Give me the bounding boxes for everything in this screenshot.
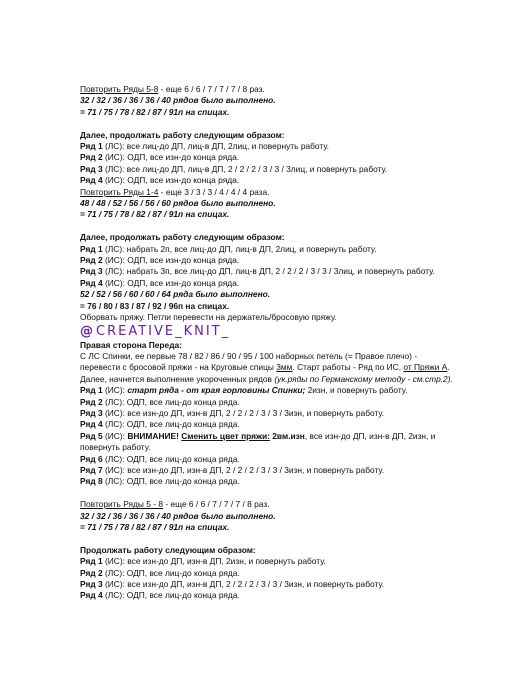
repeat-line: Повторить Ряды 5 - 8 - еще 6 / 6 / 7 / 7 / 7 / 8 раз.: [80, 499, 270, 510]
row-line: Ряд 5 (ИС): ВНИМАНИЕ! Сменить цвет пряжи: 2вм.изн, все изн-до ДП, изн-в ДП, 2изн, и: [80, 430, 436, 441]
row-line: Ряд 2 (ИС): ОДП, все изн-до конца ряда.: [80, 152, 240, 163]
repeat-rows-link: Повторить Ряды 5-8: [80, 84, 159, 94]
row-line: Ряд 3 (ЛС): набрать 3п, все лиц-до ДП, лиц-в ДП, 2 / 2 / 2 / 3 / 3 / 3лиц, и повернуть работу.: [80, 266, 435, 277]
row-line-continuation: повернуть работу.: [80, 442, 151, 453]
repeat-line: Повторить Ряды 5-8 - еще 6 / 6 / 7 / 7 / 7 / 8 раз.: [80, 84, 265, 94]
row-line: Ряд 4 (ИС): ОДП, все изн-до конца ряда.: [80, 175, 240, 186]
row-line: Ряд 1 (ЛС): набрать 2п, все лиц-до ДП, лиц-в ДП, 2лиц, и повернуть работу.: [80, 243, 377, 254]
watermark: [80, 324, 500, 340]
row-line: Ряд 2 (ЛС): ОДП, все лиц-до конца ряда.: [80, 396, 240, 407]
at-sign-icon: @: [80, 323, 95, 339]
intro-line: перевести с бросовой пряжи - на Круговые спицы 3мм. Старт работы - Ряд по ИС, от Пряжи А.: [80, 362, 450, 373]
rows-done-line: 32 / 32 / 36 / 36 / 36 / 40 рядов было выполнено.: [80, 95, 276, 106]
rows-done-line: 52 / 52 / 56 / 60 / 60 / 64 ряда было выполнено.: [80, 289, 271, 300]
rows-done-line: 48 / 48 / 52 / 56 / 56 / 60 рядов было выполнено.: [80, 198, 276, 209]
row-line: Ряд 2 (ИС): ОДП, все изн-до конца ряда.: [80, 255, 240, 266]
row-line: Ряд 3 (ИС): все изн-до ДП, изн-в ДП, 2 / 2 / 2 / 3 / 3 / 3изн, и повернуть работу.: [80, 407, 385, 418]
row-line: Ряд 4 (ЛС): ОДП, все лиц-до конца ряда.: [80, 419, 240, 430]
section-heading: Правая сторона Переда:: [80, 339, 182, 350]
row-line: Ряд 7 (ИС): все изн-до ДП, изн-в ДП, 2 / 2 / 2 / 3 / 3 / 3изн, и повернуть работу.: [80, 464, 385, 475]
row-line: Ряд 3 (ЛС): все лиц-до ДП, лиц-в ДП, 2 / 2 / 2 / 3 / 3 / 3лиц, и повернуть работу.: [80, 163, 388, 174]
row-line: Ряд 8 (ЛС): ОДП, все лиц-до конца ряда.: [80, 476, 240, 487]
row-line: Ряд 1 (ЛС): все лиц-до ДП, лиц-в ДП, 2лиц, и повернуть работу.: [80, 141, 330, 152]
intro-line: Далее, начнется выполнение укороченных рядов (ук.ряды по Германскому методу - см.стр.2).: [80, 373, 453, 384]
row-line: Ряд 2 (ЛС): ОДП, все лиц-до конца ряда.: [80, 567, 240, 578]
row-line: Ряд 3 (ИС): все изн-до ДП, изн-в ДП, 2 / 2 / 2 / 3 / 3 / 3изн, и повернуть работу.: [80, 579, 385, 589]
row-line: Ряд 1 (ИС): старт ряда - от края горловины Спинки; 2изн, и повернуть работу.: [80, 385, 408, 396]
row-line: Ряд 1 (ИС): все изн-до ДП, изн-в ДП, 2изн, и повернуть работу.: [80, 556, 326, 567]
row-line: Ряд 6 (ЛС): ОДП, все лиц-до конца ряда.: [80, 453, 240, 464]
pattern-text: [80, 84, 500, 602]
section-heading: Далее, продолжать работу следующим образом:: [80, 232, 285, 243]
repeat-line: Повторить Ряды 1-4 - еще 3 / 3 / 3 / 4 / 4 / 4 раза.: [80, 186, 270, 197]
stitches-line: = 71 / 75 / 78 / 82 / 87 / 91п на спицах.: [80, 209, 230, 220]
watermark-text: CREATIVE_KNIT_: [96, 323, 231, 339]
row-line: Ряд 4 (ЛС): ОДП, все лиц-до конца ряда.: [80, 590, 240, 601]
row-line: Ряд 4 (ИС): ОДП, все изн-до конца ряда.: [80, 277, 240, 288]
rows-done-line: 32 / 32 / 36 / 36 / 36 / 40 рядов было выполнено.: [80, 510, 276, 521]
stitches-line: = 71 / 75 / 78 / 82 / 87 / 91п на спицах.: [80, 106, 230, 117]
section-heading: Далее, продолжать работу следующим образом:: [80, 129, 285, 140]
stitches-line: = 71 / 75 / 78 / 82 / 87 / 91п на спицах.: [80, 521, 230, 532]
cut-yarn-line: Оборвать пряжу. Петли перевести на держатель/бросовую пряжу.: [80, 312, 337, 323]
stitches-line: = 76 / 80 / 83 / 87 / 92 / 96п на спицах.: [80, 300, 230, 311]
intro-line: С ЛС Спинки, ее первые 78 / 82 / 86 / 90 / 95 / 100 наборных петель (= Правое плечо) -: [80, 350, 418, 361]
section-heading: Продолжать работу следующим образом:: [80, 544, 256, 555]
